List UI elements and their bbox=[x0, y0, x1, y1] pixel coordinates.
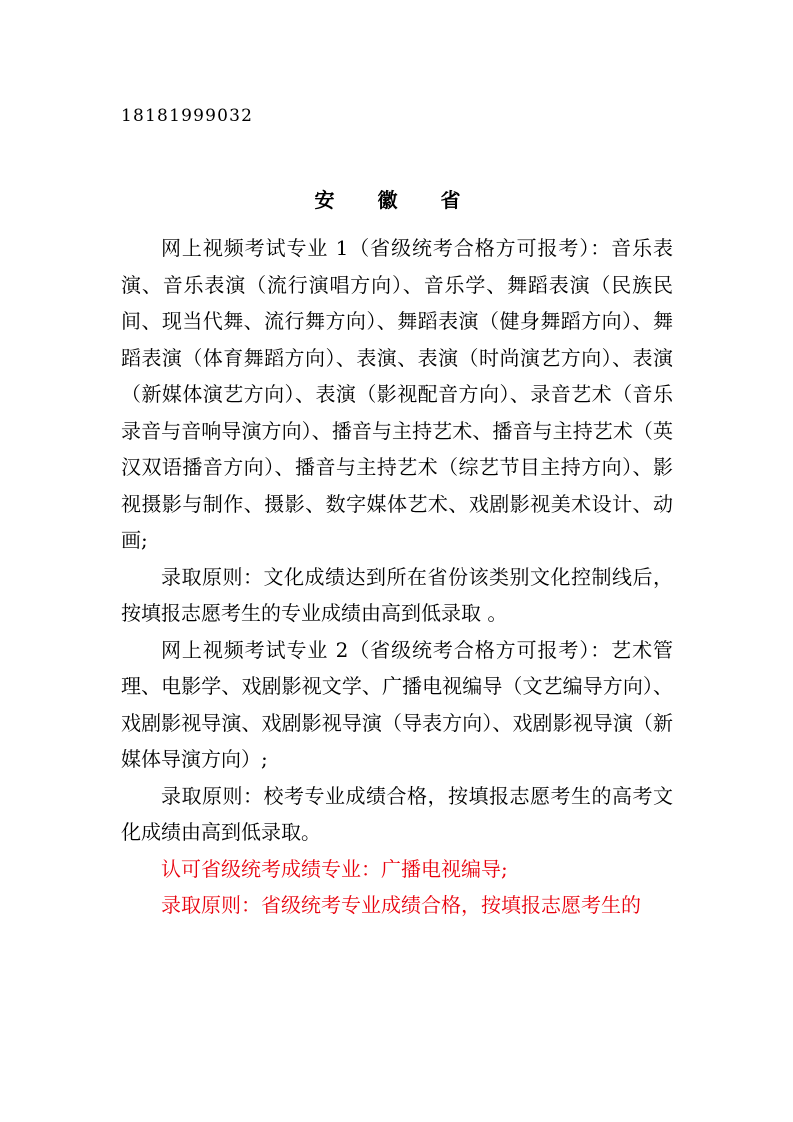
paragraph-recognized-provincial-majors: 认可省级统考成绩专业：广播电视编导; bbox=[161, 856, 508, 881]
paragraph-admission-rule-2: 录取原则：校考专业成绩合格，按填报志愿考生的高考文化成绩由高到低录取。 bbox=[121, 783, 673, 844]
body-text bbox=[121, 230, 673, 924]
phone-number: 18181999032 bbox=[121, 106, 254, 126]
paragraph-online-exam-majors-2: 网上视频考试专业 2（省级统考合格方可报考）：艺术管理、电影学、戏剧影视文学、广播电视编导（文艺编导方向）、戏剧影视导演、戏剧影视导演（导表方向）、戏剧影视导演（新媒体导演方向）; bbox=[121, 637, 673, 771]
paragraph-admission-rule-1: 录取原则：文化成绩达到所在省份该类别文化控制线后，按填报志愿考生的专业成绩由高到低录取 。 bbox=[121, 564, 673, 625]
section-heading: 安 徽 省 bbox=[314, 188, 479, 212]
paragraph-online-exam-majors-1: 网上视频考试专业 1（省级统考合格方可报考）：音乐表演、音乐表演（流行演唱方向）、音乐学、舞蹈表演（民族民间、现当代舞、流行舞方向）、舞蹈表演（健身舞蹈方向）、舞蹈表演（体育舞蹈方向）、表演、表演（时尚演艺方向）、表演（新媒体演艺方向）、表演（影视配音方向）、录音艺术（音乐录音与音响导演方向）、播音与主持艺术、播音与主持艺术（英汉双语播音方向）、播音与主持艺术（综艺节目主持方向）、影视摄影与制作、摄影、数字媒体艺术、戏剧影视美术设计、动画; bbox=[121, 236, 673, 552]
paragraph-admission-rule-3: 录取原则：省级统考专业成绩合格，按填报志愿考生的 bbox=[161, 893, 641, 917]
